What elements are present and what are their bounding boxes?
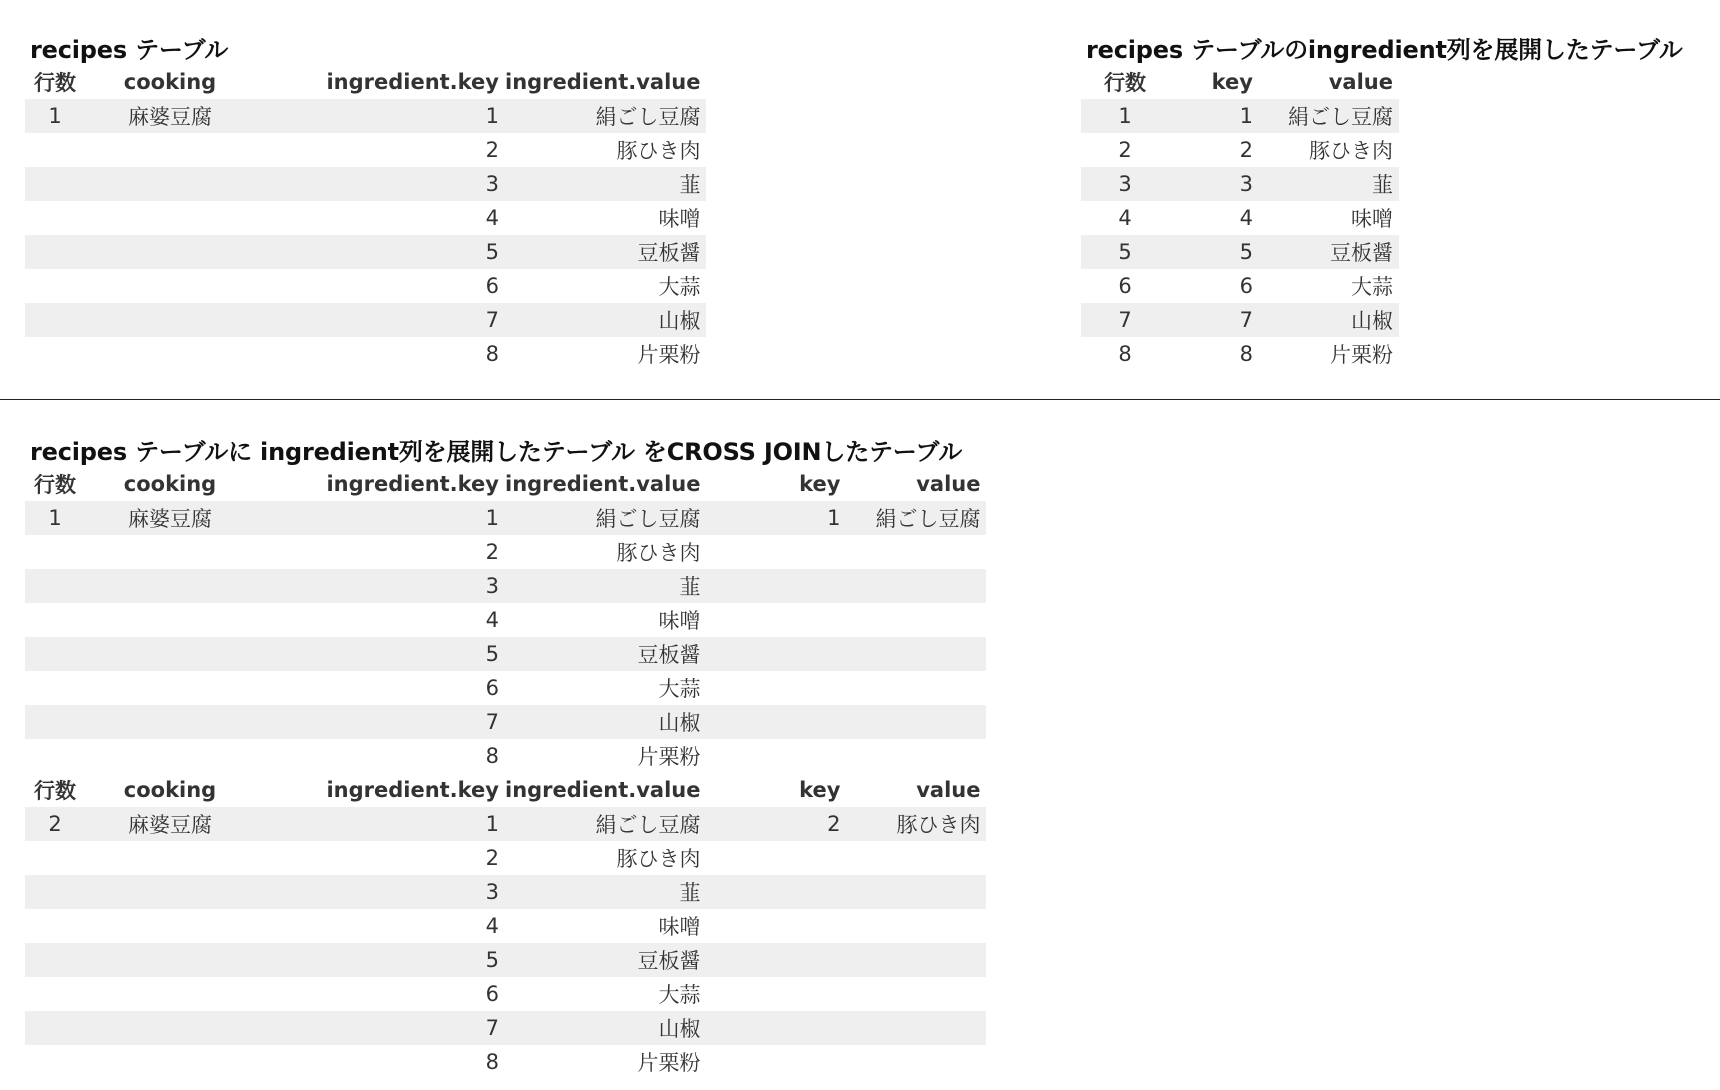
cell-key [706, 909, 846, 943]
cell-row-no: 1 [25, 99, 85, 133]
cell-ingredient-key: 4 [485, 608, 499, 632]
cell-key: 7 [1169, 303, 1259, 337]
cell-ingredient-value: 大蒜 [658, 983, 701, 1007]
cell-row-no [25, 943, 85, 977]
cell-ingredient-key: 2 [485, 540, 499, 564]
cell-cooking [85, 603, 255, 637]
cell-value [846, 739, 986, 773]
cell-cooking [85, 1011, 255, 1045]
cell-ingredient-value: 片栗粉 [637, 343, 701, 367]
cross-join-table [25, 467, 986, 1079]
cell-ingredient-key: 3 [255, 167, 505, 201]
cell-row-no: 1 [1081, 99, 1169, 133]
cell-ingredient-key: 7 [255, 705, 505, 739]
cell-row-no [25, 269, 85, 303]
cell-cooking [85, 269, 255, 303]
cell-cooking [85, 637, 255, 671]
column-header-row-no: 行数 [34, 71, 76, 95]
section-divider [0, 399, 1720, 400]
cell-row-no [25, 133, 85, 167]
cell-ingredient-key: 3 [255, 569, 505, 603]
cell-row-no [25, 569, 85, 603]
cell-value [846, 841, 986, 875]
cell-ingredient-value: 味噌 [658, 915, 701, 939]
table-row [25, 807, 986, 841]
table-row [25, 1045, 986, 1079]
cell-ingredient-key: 6 [485, 982, 499, 1006]
cell-key [706, 671, 846, 705]
cell-ingredient-value: 豚ひき肉 [616, 541, 701, 565]
section-title-unnest: recipes テーブルのingredient列を展開したテーブル [1086, 36, 1683, 64]
cell-key: 2 [1239, 138, 1253, 162]
cell-ingredient-value: 味噌 [658, 609, 701, 633]
table-row [25, 705, 986, 739]
cell-value: 豆板醤 [1259, 235, 1399, 269]
cell-cooking [85, 909, 255, 943]
cell-ingredient-value: 片栗粉 [637, 745, 701, 769]
column-header-ingredient-key: ingredient.key [326, 472, 499, 496]
cell-value: 味噌 [1351, 207, 1393, 231]
cell-value [846, 875, 986, 909]
cell-key [706, 739, 846, 773]
cell-row-no: 2 [1118, 138, 1132, 162]
cell-cooking [85, 875, 255, 909]
cell-ingredient-value: 山椒 [505, 1011, 706, 1045]
header-row [1081, 65, 1399, 99]
cell-value [846, 637, 986, 671]
column-header-cooking: cooking [123, 472, 217, 496]
cell-cooking [85, 841, 255, 875]
cell-ingredient-key: 5 [255, 235, 505, 269]
table-row [25, 841, 986, 875]
table-row [25, 269, 706, 303]
cell-value [846, 535, 986, 569]
cell-ingredient-value: 絹ごし豆腐 [505, 501, 706, 535]
cell-row-no [25, 637, 85, 671]
table-row [25, 1011, 986, 1045]
column-header-key: key [799, 472, 841, 496]
cell-key [706, 943, 846, 977]
cell-value: 大蒜 [1351, 275, 1393, 299]
cell-cooking [85, 569, 255, 603]
cell-ingredient-key: 7 [255, 303, 505, 337]
cell-key [706, 1045, 846, 1079]
table-row [25, 201, 706, 235]
cell-value: 山椒 [1259, 303, 1399, 337]
table-row [1081, 167, 1399, 201]
cell-row-no [25, 841, 85, 875]
cell-key: 3 [1169, 167, 1259, 201]
cell-cooking: 麻婆豆腐 [85, 501, 255, 535]
cell-value [846, 1045, 986, 1079]
cell-row-no: 1 [25, 501, 85, 535]
cell-ingredient-key: 4 [485, 914, 499, 938]
cell-ingredient-key: 8 [485, 342, 499, 366]
table-row [1081, 99, 1399, 133]
cell-value: 絹ごし豆腐 [846, 501, 986, 535]
cell-row-no [25, 167, 85, 201]
recipes-table [25, 65, 706, 371]
cell-key [706, 977, 846, 1011]
column-header-ingredient-value: ingredient.value [505, 472, 701, 496]
cell-key [706, 875, 846, 909]
cell-cooking [85, 303, 255, 337]
cell-row-no [25, 235, 85, 269]
cell-cooking [85, 705, 255, 739]
header-row [25, 773, 986, 807]
cell-value [846, 909, 986, 943]
table-row [25, 337, 706, 371]
cell-ingredient-key: 1 [255, 99, 505, 133]
table-row [25, 603, 986, 637]
table-row [1081, 201, 1399, 235]
cell-value [846, 603, 986, 637]
cell-row-no [25, 875, 85, 909]
table-row [25, 637, 986, 671]
table-row [25, 909, 986, 943]
cell-cooking [85, 133, 255, 167]
cell-ingredient-key: 8 [485, 1050, 499, 1074]
cell-key [706, 637, 846, 671]
table-row [25, 535, 986, 569]
column-header-ingredient-value: ingredient.value [505, 70, 701, 94]
cell-ingredient-value: 味噌 [658, 207, 701, 231]
table-row [25, 501, 986, 535]
cell-key [706, 841, 846, 875]
cell-ingredient-value: 大蒜 [658, 275, 701, 299]
cell-row-no [25, 977, 85, 1011]
cell-row-no: 6 [1118, 274, 1132, 298]
column-header-value: value [916, 778, 981, 802]
cell-cooking [85, 977, 255, 1011]
cell-row-no [25, 303, 85, 337]
cell-row-no [25, 909, 85, 943]
cell-ingredient-key: 4 [485, 206, 499, 230]
table-row [25, 977, 986, 1011]
cell-cooking [85, 337, 255, 371]
column-header-row-no: 行数 [34, 779, 76, 803]
cell-value: 片栗粉 [1330, 343, 1393, 367]
cell-key: 6 [1239, 274, 1253, 298]
cell-cooking [85, 167, 255, 201]
header-row [25, 65, 706, 99]
table-row [25, 133, 706, 167]
cell-row-no: 7 [1081, 303, 1169, 337]
column-header-value: value [1328, 70, 1393, 94]
cell-cooking [85, 943, 255, 977]
cell-ingredient-key: 3 [255, 875, 505, 909]
table-row [1081, 337, 1399, 371]
column-header-ingredient-key: ingredient.key [326, 70, 499, 94]
cell-value [846, 671, 986, 705]
cell-row-no [25, 671, 85, 705]
column-header-key: key [1211, 70, 1253, 94]
table-row [25, 569, 986, 603]
cell-cooking [85, 535, 255, 569]
cell-ingredient-key: 7 [255, 1011, 505, 1045]
cell-ingredient-value: 韮 [505, 875, 706, 909]
table-row [25, 303, 706, 337]
cell-cooking: 麻婆豆腐 [85, 807, 255, 841]
cell-value: 豚ひき肉 [1309, 139, 1393, 163]
cell-value: 韮 [1259, 167, 1399, 201]
cell-ingredient-key: 6 [485, 274, 499, 298]
cell-ingredient-key: 2 [485, 138, 499, 162]
table-row [25, 671, 986, 705]
cell-row-no: 4 [1118, 206, 1132, 230]
cell-cooking: 麻婆豆腐 [85, 99, 255, 133]
cell-row-no: 8 [1118, 342, 1132, 366]
cell-ingredient-value: 豚ひき肉 [616, 139, 701, 163]
cell-ingredient-key: 2 [485, 846, 499, 870]
cell-value: 絹ごし豆腐 [1259, 99, 1399, 133]
column-header-key: key [799, 778, 841, 802]
cell-key [706, 603, 846, 637]
table-row [1081, 133, 1399, 167]
section-title-recipes: recipes テーブル [30, 36, 229, 64]
cell-value [846, 1011, 986, 1045]
cell-key: 5 [1169, 235, 1259, 269]
cell-row-no [25, 535, 85, 569]
column-header-value: value [916, 472, 981, 496]
cell-row-no: 2 [25, 807, 85, 841]
cell-ingredient-key: 5 [255, 943, 505, 977]
table-row [1081, 269, 1399, 303]
cell-value: 豚ひき肉 [846, 807, 986, 841]
cell-cooking [85, 1045, 255, 1079]
table-row [1081, 303, 1399, 337]
table-row [1081, 235, 1399, 269]
cell-ingredient-value: 豆板醤 [505, 235, 706, 269]
table-row [25, 235, 706, 269]
cell-ingredient-key: 5 [255, 637, 505, 671]
table-row [25, 943, 986, 977]
cell-ingredient-key: 1 [255, 807, 505, 841]
cell-ingredient-value: 豚ひき肉 [616, 847, 701, 871]
cell-ingredient-value: 山椒 [505, 303, 706, 337]
cell-row-no [25, 201, 85, 235]
column-header-ingredient-key: ingredient.key [326, 778, 499, 802]
header-row [25, 467, 986, 501]
cell-row-no: 5 [1081, 235, 1169, 269]
column-header-row-no: 行数 [34, 473, 76, 497]
cell-cooking [85, 671, 255, 705]
cell-ingredient-value: 山椒 [505, 705, 706, 739]
cell-cooking [85, 739, 255, 773]
cell-ingredient-value: 韮 [505, 569, 706, 603]
cell-cooking [85, 235, 255, 269]
unnest-table [1081, 65, 1399, 371]
table-row [25, 167, 706, 201]
cell-key [706, 1011, 846, 1045]
cell-ingredient-value: 片栗粉 [637, 1051, 701, 1075]
table-row [25, 875, 986, 909]
cell-key [706, 705, 846, 739]
cell-row-no [25, 603, 85, 637]
column-header-cooking: cooking [123, 70, 217, 94]
cell-ingredient-value: 大蒜 [658, 677, 701, 701]
cell-row-no [25, 739, 85, 773]
cell-ingredient-value: 韮 [505, 167, 706, 201]
table-row [25, 99, 706, 133]
cell-ingredient-key: 6 [485, 676, 499, 700]
column-header-cooking: cooking [123, 778, 217, 802]
cell-value [846, 569, 986, 603]
cell-ingredient-value: 絹ごし豆腐 [505, 807, 706, 841]
cell-row-no: 3 [1081, 167, 1169, 201]
cell-ingredient-value: 絹ごし豆腐 [505, 99, 706, 133]
column-header-ingredient-value: ingredient.value [505, 778, 701, 802]
cell-cooking [85, 201, 255, 235]
cell-ingredient-value: 豆板醤 [505, 943, 706, 977]
cell-row-no [25, 705, 85, 739]
table-row [25, 739, 986, 773]
cell-key [706, 569, 846, 603]
column-header-row-no: 行数 [1104, 71, 1146, 95]
section-title-cross-join: recipes テーブルに ingredient列を展開したテーブル をCROSS JOINしたテーブル [30, 438, 963, 466]
cell-row-no [25, 337, 85, 371]
cell-key: 2 [706, 807, 846, 841]
cell-row-no [25, 1045, 85, 1079]
cell-key: 1 [1169, 99, 1259, 133]
cell-ingredient-key: 8 [485, 744, 499, 768]
cell-key: 1 [706, 501, 846, 535]
cell-row-no [25, 1011, 85, 1045]
cell-ingredient-key: 1 [255, 501, 505, 535]
cell-value [846, 977, 986, 1011]
cell-key: 8 [1239, 342, 1253, 366]
cell-ingredient-value: 豆板醤 [505, 637, 706, 671]
cell-value [846, 943, 986, 977]
cell-key [706, 535, 846, 569]
cell-key: 4 [1239, 206, 1253, 230]
cell-value [846, 705, 986, 739]
